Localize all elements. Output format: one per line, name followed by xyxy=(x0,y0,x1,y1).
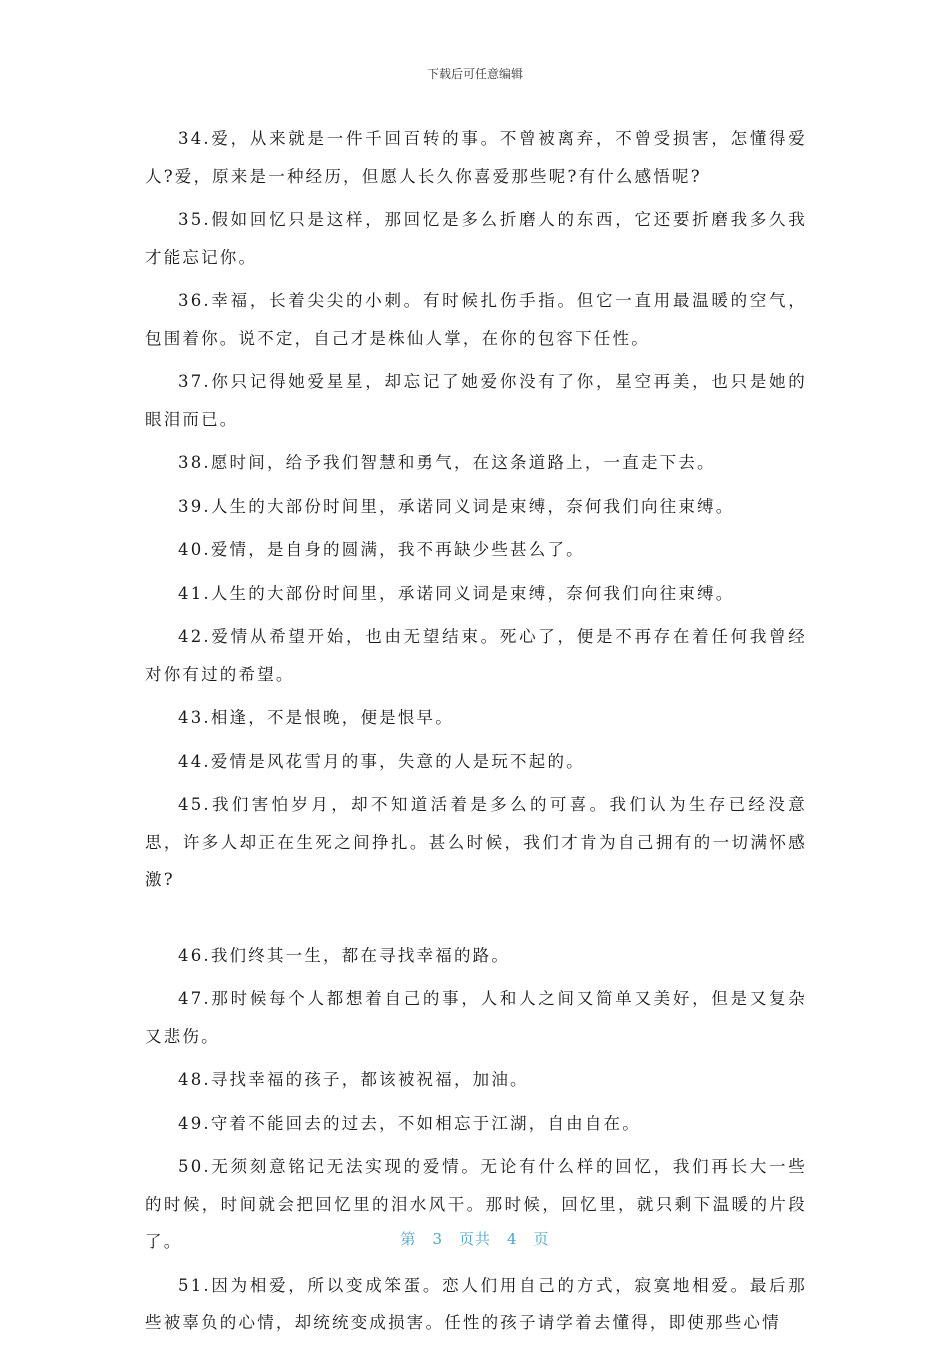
paragraph-47: 47.那时候每个人都想着自己的事，人和人之间又简单又美好，但是又复杂又悲伤。 xyxy=(145,989,807,1046)
paragraph-35: 35.假如回忆只是这样，那回忆是多么折磨人的东西，它还要折磨我多久我才能忘记你。 xyxy=(145,210,807,267)
footer-current-page: 3 xyxy=(432,1230,443,1248)
page-header: 下载后可任意编辑 xyxy=(426,67,523,81)
paragraph-36: 36.幸福，长着尖尖的小刺。有时候扎伤手指。但它一直用最温暖的空气，包围着你。说不定，自己才是株仙人掌，在你的包容下任性。 xyxy=(145,291,807,348)
paragraph-46: 46.我们终其一生，都在寻找幸福的路。 xyxy=(178,945,511,965)
paragraph-44: 44.爱情是风花雪月的事，失意的人是玩不起的。 xyxy=(178,751,585,771)
footer-prefix: 第 xyxy=(400,1230,417,1248)
footer-middle: 页共 xyxy=(458,1230,491,1248)
paragraph-40: 40.爱情，是自身的圆满，我不再缺少些甚么了。 xyxy=(178,540,585,559)
paragraph-41: 41.人生的大部份时间里，承诺同义词是束缚，奈何我们向往束缚。 xyxy=(178,583,735,603)
paragraph-34: 34.爱，从来就是一件千回百转的事。不曾被离弃，不曾受损害，怎懂得爱人?爱，原来是一种经历，但愿人长久你喜爱那些呢?有什么感悟呢? xyxy=(145,129,807,186)
paragraph-49: 49.守着不能回去的过去，不如相忘于江湖，自由自在。 xyxy=(178,1113,641,1133)
footer-suffix: 页 xyxy=(533,1230,550,1248)
paragraph-48: 48.寻找幸福的孩子，都该被祝福，加油。 xyxy=(178,1070,529,1089)
footer-total-pages: 4 xyxy=(507,1230,518,1248)
page-footer xyxy=(0,1229,950,1249)
paragraph-45: 45.我们害怕岁月，却不知道活着是多么的可喜。我们认为生存已经没意思，许多人却正在生死之间挣扎。甚么时候，我们才肯为自己拥有的一切满怀感激? xyxy=(145,795,807,889)
document-body xyxy=(145,120,807,1348)
paragraph-51: 51.因为相爱，所以变成笨蛋。恋人们用自己的方式，寂寞地相爱。最后那些被辜负的心情，却统统变成损害。任性的孩子请学着去懂得，即使那些心情 xyxy=(145,1275,807,1332)
paragraph-42: 42.爱情从希望开始，也由无望结束。死心了，便是不再存在着任何我曾经对你有过的希望。 xyxy=(145,627,807,684)
paragraph-43: 43.相逢，不是恨晚，便是恨早。 xyxy=(178,708,454,727)
paragraph-50: 50.无须刻意铭记无法实现的爱情。无论有什么样的回忆，我们再长大一些的时候，时间就会把回忆里的泪水风干。那时候，回忆里，就只剩下温暖的片段了。 xyxy=(145,1157,807,1251)
paragraph-37: 37.你只记得她爱星星，却忘记了她爱你没有了你，星空再美，也只是她的眼泪而已。 xyxy=(145,372,807,429)
paragraph-39: 39.人生的大部份时间里，承诺同义词是束缚，奈何我们向往束缚。 xyxy=(178,496,735,516)
paragraph-38: 38.愿时间，给予我们智慧和勇气，在这条道路上，一直走下去。 xyxy=(178,453,716,472)
